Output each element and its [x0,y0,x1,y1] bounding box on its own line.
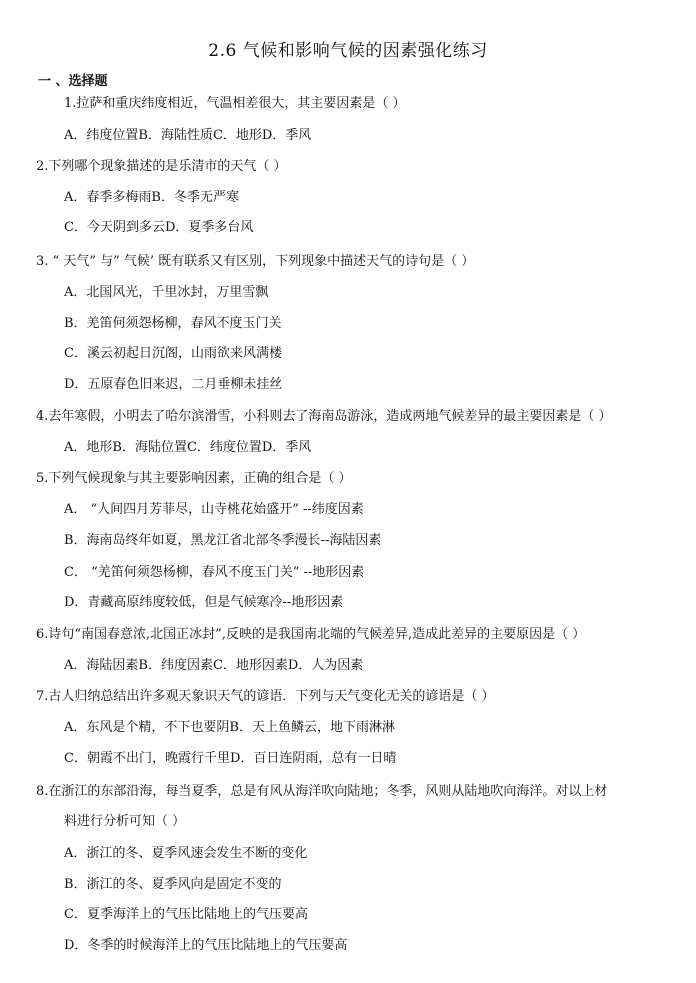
question-5-option-c: C． “羌笛何须怨杨柳，春风不度玉门关” --地形因素 [64,565,365,580]
section-heading: 一 、选择题 [38,74,108,89]
question-6-stem: 6.诗句“南国春意浓,北国正冰封”,反映的是我国南北端的气候差异,造成此差异的主要原因是（ ） [36,627,586,642]
question-4-stem: 4.去年寒假，小明去了哈尔滨滑雪，小科则去了海南岛游泳，造成两地气候差异的最主要因素是（ ） [36,409,612,424]
question-2-stem: 2.下列哪个现象描述的是乐清市的天气（ ） [36,159,287,174]
question-8-option-b: B．浙江的冬、夏季风向是固定不变的 [64,877,282,892]
question-3-option-a: A．北国风光，千里冰封，万里雪飘 [64,285,269,300]
question-8-stem: 8.在浙江的东部沿海，每当夏季，总是有风从海洋吹向陆地；冬季，风则从陆地吹向海洋。对以上材 [36,784,608,799]
question-5-stem: 5.下列气候现象与其主要影响因素，正确的组合是（ ） [36,471,352,486]
question-5-option-d: D．青藏高原纬度较低，但是气候寒冷--地形因素 [64,595,344,610]
question-5-option-b: B．海南岛终年如夏，黑龙江省北部冬季漫长--海陆因素 [64,533,382,548]
question-2-options-row-1: A．春季多梅雨B．冬季无严寒 [64,190,239,205]
question-8-option-a: A．浙江的冬、夏季风速会发生不断的变化 [64,846,308,861]
question-1-options-row-1: A．纬度位置B．海陆性质C．地形D．季风 [64,128,312,143]
question-3-option-b: B．羌笛何须怨杨柳，春风不度玉门关 [64,316,282,331]
question-5-option-a: A． “人间四月芳菲尽，山寺桃花始盛开” --纬度因素 [64,502,364,517]
page-title: 2.6 气候和影响气候的因素强化练习 [208,41,488,61]
question-3-stem: 3. “ 天气” 与” 气候’ 既有联系又有区别，下列现象中描述天气的诗句是（ ） [36,254,475,269]
question-7-options-row-2: C．朝霞不出门，晚霞行千里D．百日连阴雨，总有一日晴 [64,751,397,766]
question-3-option-c: C．溪云初起日沉阁，山雨欲来风满楼 [64,346,282,361]
question-4-options-row-1: A．地形B．海陆位置C．纬度位置D．季风 [64,440,312,455]
question-2-options-row-2: C．今天阴到多云D．夏季多台风 [64,220,254,235]
question-3-option-d: D．五原春色旧来迟，二月垂柳未挂丝 [64,377,283,392]
question-6-options-row-1: A．海陆因素B．纬度因素C．地形因素D．人为因素 [64,658,364,673]
question-8-option-c: C．夏季海洋上的气压比陆地上的气压要高 [64,907,308,922]
question-1-stem: 1.拉萨和重庆纬度相近，气温相差很大，其主要因素是（ ） [64,96,406,111]
question-7-stem: 7.古人归纳总结出许多观天象识天气的谚语．下列与天气变化无关的谚语是（ ） [36,689,495,704]
question-8-option-d: D．冬季的时候海洋上的气压比陆地上的气压要高 [64,938,348,953]
question-7-options-row-1: A．东风是个精，不下也要阴B．天上鱼鳞云，地下雨淋淋 [64,720,395,735]
question-8-stem-continued: 料进行分析可知（ ） [64,814,186,829]
